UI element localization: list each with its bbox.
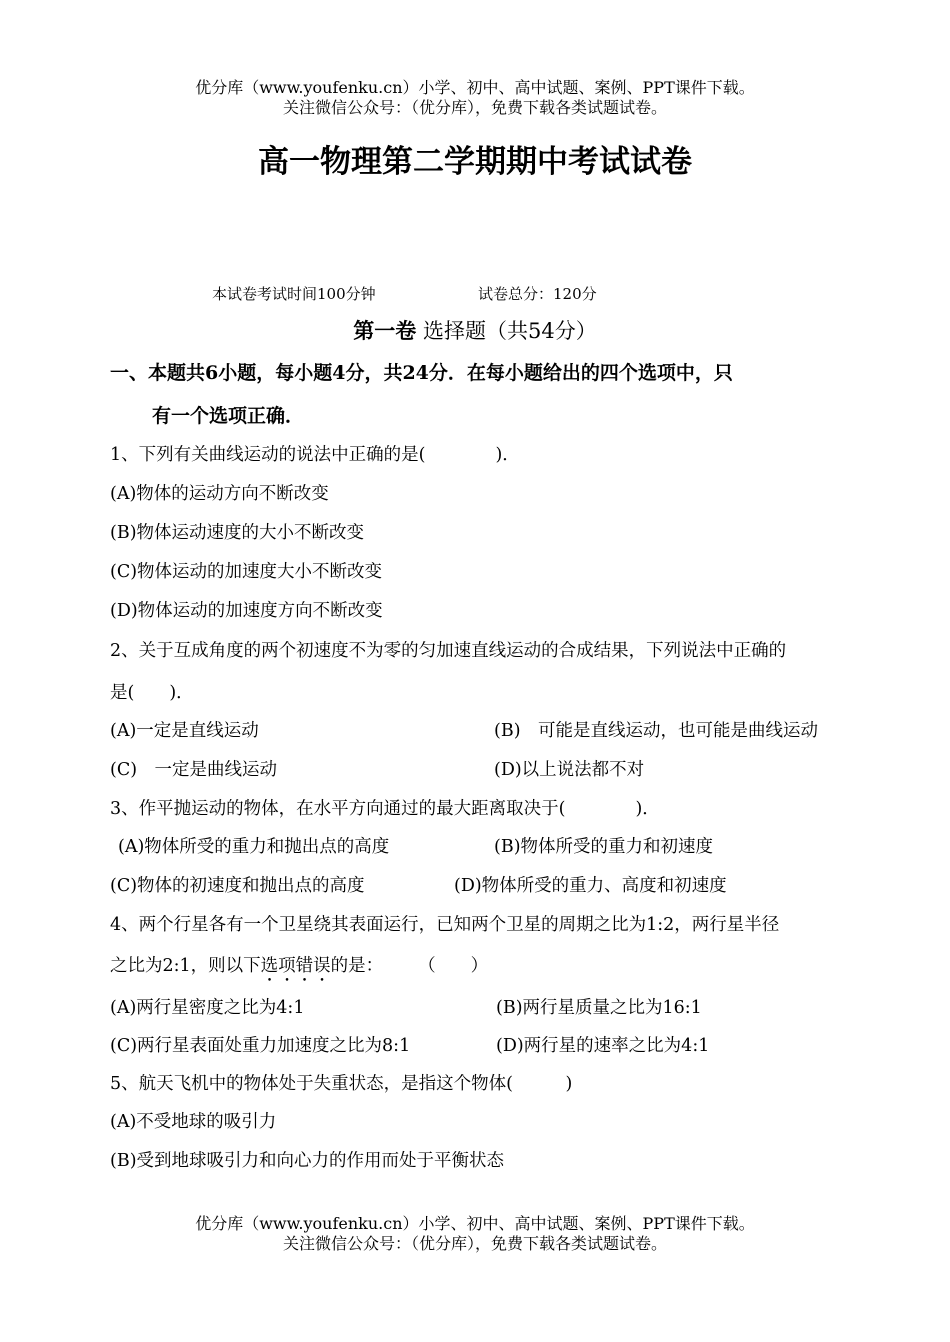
question-5-option-b: (B)受到地球吸引力和向心力的作用而处于平衡状态 [110, 1151, 505, 1171]
question-3-option-c: (C)物体的初速度和抛出点的高度 [110, 876, 365, 896]
question-1-option-d: (D)物体运动的加速度方向不断改变 [110, 601, 383, 621]
question-4-stem-post: 的是： （ ） [330, 956, 489, 976]
page-title: 高一物理第二学期期中考试试卷 [258, 144, 692, 180]
question-5-stem: 5、航天飞机中的物体处于失重状态，是指这个物体( ) [110, 1074, 573, 1094]
header-line-1: 优分库（www.youfenku.cn）小学、初中、高中试题、案例、PPT课件下载。 [195, 78, 755, 97]
question-2-stem-line-1: 2、关于互成角度的两个初速度不为零的匀加速直线运动的合成结果，下列说法中正确的 [110, 641, 787, 661]
question-4-stem-line-1: 4、两个行星各有一个卫星绕其表面运行，已知两个卫星的周期之比为1:2，两行星半径 [110, 915, 780, 935]
question-4-option-a: (A)两行星密度之比为4:1 [110, 998, 305, 1018]
question-5-option-a: (A)不受地球的吸引力 [110, 1112, 277, 1132]
question-3-option-d: (D)物体所受的重力、高度和初速度 [454, 876, 727, 896]
question-4-stem-pre: 之比为2:1，则以下 [110, 956, 261, 976]
question-3-option-b: (B)物体所受的重力和初速度 [494, 837, 714, 857]
header-line-2: 关注微信公众号：（优分库），免费下载各类试题试卷。 [282, 98, 667, 117]
question-2-option-d: (D)以上说法都不对 [494, 760, 645, 780]
exam-time: 本试卷考试时间100分钟 [212, 285, 376, 303]
exam-total-score: 试卷总分：120分 [478, 285, 597, 303]
instruction-line-2: 有一个选项正确． [152, 405, 305, 427]
question-3-option-a: (A)物体所受的重力和抛出点的高度 [118, 837, 390, 857]
section-heading [0, 315, 950, 345]
question-2-option-c: (C) 一定是曲线运动 [110, 760, 278, 780]
section-name: 第一卷 [353, 318, 417, 343]
question-4-emphasis-text: 选项错误 [260, 956, 331, 976]
section-desc: 选择题（共54分） [422, 319, 597, 343]
question-2-option-b: (B) 可能是直线运动，也可能是曲线运动 [494, 721, 819, 741]
question-1-option-b: (B)物体运动速度的大小不断改变 [110, 523, 365, 543]
question-2-stem-line-2: 是( )． [110, 683, 194, 703]
question-4-option-b: (B)两行星质量之比为16:1 [496, 998, 702, 1018]
question-1-stem: 1、下列有关曲线运动的说法中正确的是( )． [110, 445, 520, 465]
question-4-option-c: (C)两行星表面处重力加速度之比为8:1 [110, 1036, 411, 1056]
question-1-option-a: (A)物体的运动方向不断改变 [110, 484, 329, 504]
question-2-option-a: (A)一定是直线运动 [110, 721, 259, 741]
question-4-stem-line-2 [110, 952, 488, 986]
question-4-option-d: (D)两行星的速率之比为4:1 [496, 1036, 710, 1056]
footer-line-2: 关注微信公众号：（优分库），免费下载各类试题试卷。 [282, 1234, 667, 1253]
instruction-line-1: 一、本题共6小题，每小题4分，共24分．在每小题给出的四个选项中，只 [110, 362, 733, 384]
question-3-stem: 3、作平抛运动的物体，在水平方向通过的最大距离取决于( )． [110, 799, 660, 819]
question-1-option-c: (C)物体运动的加速度大小不断改变 [110, 562, 383, 582]
footer-line-1: 优分库（www.youfenku.cn）小学、初中、高中试题、案例、PPT课件下载。 [195, 1214, 755, 1233]
